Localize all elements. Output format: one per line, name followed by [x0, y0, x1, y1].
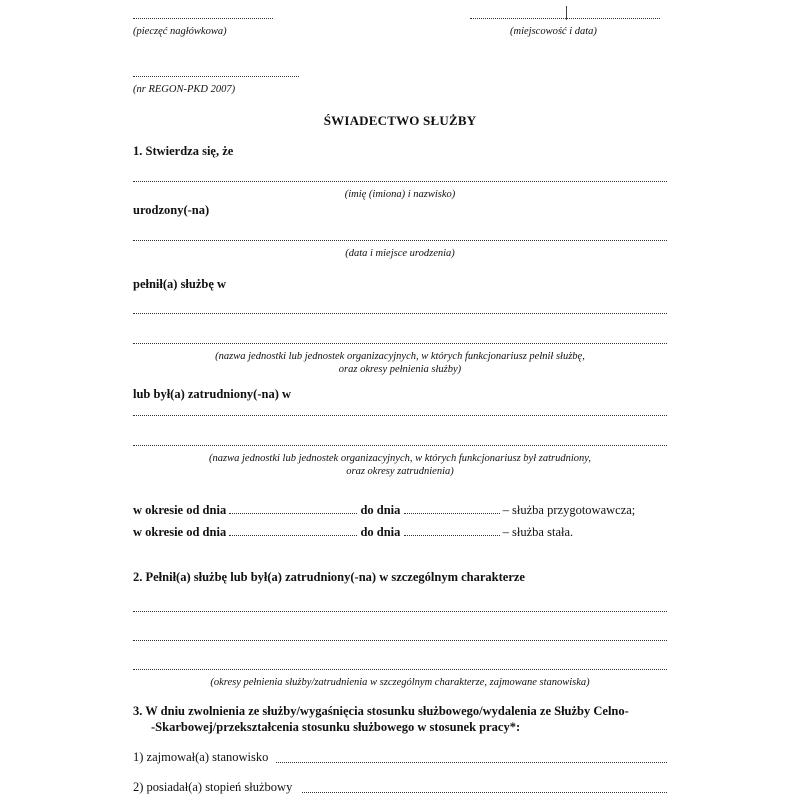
period-row-preparatory [133, 503, 635, 518]
document-title: ŚWIADECTWO SŁUŻBY [323, 113, 477, 128]
special-field-line-3[interactable] [133, 669, 667, 670]
employed-caption-line-2: oraz okresy zatrudnienia) [346, 466, 454, 477]
period-to-label: do dnia [360, 503, 401, 517]
born-label: urodzony(-na) [133, 203, 210, 217]
period-to-label: do dnia [360, 525, 401, 539]
place-date-dotted-line [470, 18, 660, 19]
section1-heading: 1. Stwierdza się, że [133, 144, 234, 158]
served-caption-line-1: (nazwa jednostki lub jednostek organizacyjnych, w których funkcjonariusz pełnił służbę, [215, 351, 585, 362]
period-to-field[interactable] [404, 535, 500, 536]
served-field-line-2[interactable] [133, 343, 667, 344]
birth-caption: (data i miejsce urodzenia) [345, 248, 455, 259]
place-date-caption: (miejscowość i data) [510, 26, 597, 37]
served-label: pełnił(a) służbę w [133, 277, 227, 291]
employed-caption-line-1: (nazwa jednostki lub jednostek organizacyjnych, w których funkcjonariusz był zatrudniony, [209, 453, 591, 464]
birth-field-line[interactable] [133, 240, 667, 241]
special-caption: (okresy pełnienia służby/zatrudnienia w szczególnym charakterze, zajmowane stanowiska) [210, 677, 590, 688]
served-caption [133, 350, 667, 376]
position-field-line[interactable] [276, 762, 667, 763]
period-to-field[interactable] [404, 513, 500, 514]
employed-field-line-1[interactable] [133, 415, 667, 416]
section2-heading: 2. Pełnił(a) służbę lub był(a) zatrudniony(-na) w szczególnym charakterze [133, 570, 525, 584]
period-from-field[interactable] [229, 513, 357, 514]
section3-heading-line-2: -Skarbowej/przekształcenia stosunku służbowego w stosunek pracy*: [151, 720, 521, 734]
period-from-label: w okresie od dnia [133, 525, 227, 539]
special-field-line-2[interactable] [133, 640, 667, 641]
served-caption-line-2: oraz okresy pełnienia służby) [338, 364, 462, 375]
text-cursor [566, 6, 567, 20]
period-suffix: – służba przygotowawcza; [502, 503, 636, 517]
name-caption: (imię (imiona) i nazwisko) [344, 189, 456, 200]
regon-caption: (nr REGON-PKD 2007) [133, 84, 236, 95]
stamp-caption: (pieczęć nagłówkowa) [133, 26, 227, 37]
section3-heading-line-1: 3. W dniu zwolnienia ze służby/wygaśnięcia stosunku służbowego/wydalenia ze Służby Celno- [133, 704, 629, 718]
employed-field-line-2[interactable] [133, 445, 667, 446]
special-field-line-1[interactable] [133, 611, 667, 612]
stamp-dotted-line [133, 18, 273, 19]
served-field-line-1[interactable] [133, 313, 667, 314]
period-from-label: w okresie od dnia [133, 503, 227, 517]
period-from-field[interactable] [229, 535, 357, 536]
employed-label: lub był(a) zatrudniony(-na) w [133, 387, 292, 401]
position-label: 1) zajmował(a) stanowisko [133, 750, 269, 764]
rank-label: 2) posiadał(a) stopień służbowy [133, 780, 293, 794]
name-field-line[interactable] [133, 181, 667, 182]
rank-field-line[interactable] [302, 792, 667, 793]
employed-caption [133, 452, 667, 478]
period-suffix: – służba stała. [502, 525, 574, 539]
period-row-permanent [133, 525, 573, 540]
regon-dotted-line [133, 76, 299, 77]
